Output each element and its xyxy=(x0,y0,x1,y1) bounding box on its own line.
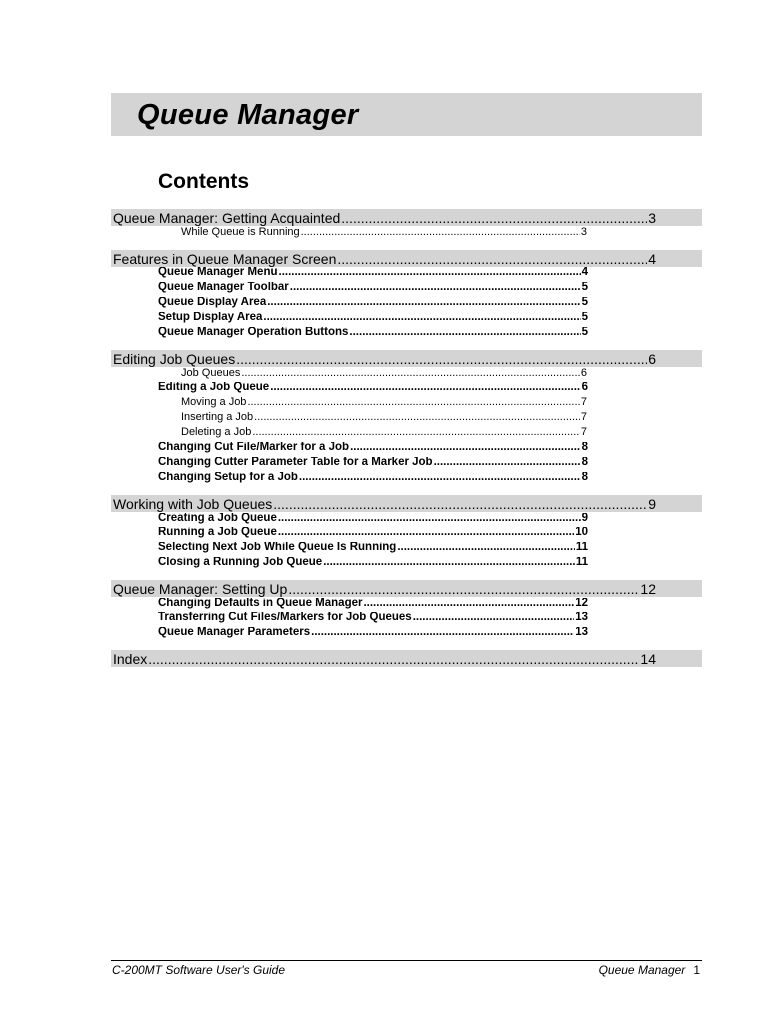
toc-dot-leader xyxy=(241,368,580,379)
toc-entry-label: Creating a Job Queue xyxy=(158,513,277,524)
toc-entry-page: 7 xyxy=(580,412,587,423)
toc-section-row[interactable] xyxy=(111,650,702,667)
toc-dot-leader xyxy=(270,382,580,394)
toc-entry-label: Queue Manager Parameters xyxy=(158,627,311,638)
toc-entry-page: 4 xyxy=(648,251,656,267)
toc-topic-row[interactable] xyxy=(181,368,587,383)
footer-divider xyxy=(111,960,702,961)
toc-entry-page: 7 xyxy=(580,397,587,408)
title-band xyxy=(111,93,702,136)
toc-entry-label: Selecting Next Job While Queue Is Running xyxy=(158,542,397,553)
toc-subsection-row[interactable] xyxy=(158,513,588,528)
toc-entry-page: 8 xyxy=(581,457,588,468)
toc-entry-label: Queue Manager Operation Buttons xyxy=(158,327,349,338)
toc-dot-leader xyxy=(299,472,581,484)
toc-entry-label: Index xyxy=(113,651,148,667)
toc-topic-row[interactable] xyxy=(181,412,587,427)
toc-entry-label: Transferring Cut Files/Markers for Job Queues xyxy=(158,612,412,623)
toc-entry-label: While Queue is Running xyxy=(181,227,300,238)
toc-dot-leader xyxy=(247,397,579,408)
toc-entry-page: 5 xyxy=(581,297,588,308)
toc-dot-leader xyxy=(252,427,580,438)
toc-entry-page: 8 xyxy=(581,442,588,453)
toc-dot-leader xyxy=(236,352,647,366)
toc-topic-row[interactable] xyxy=(181,427,587,442)
toc-entry-page: 12 xyxy=(640,581,656,597)
toc-entry-page: 13 xyxy=(575,627,588,638)
toc-entry-label: Job Queues xyxy=(181,368,241,379)
toc-section-row[interactable] xyxy=(111,250,702,267)
toc-dot-leader xyxy=(273,497,647,511)
toc-dot-leader xyxy=(397,542,574,554)
footer-page-number: 1 xyxy=(693,963,700,977)
toc-entry-label: Changing Cut File/Marker for a Job xyxy=(158,442,350,453)
toc-subsection-row[interactable] xyxy=(158,627,588,642)
toc-subsection-row[interactable] xyxy=(158,297,588,312)
footer-section-title: Queue Manager xyxy=(598,963,686,977)
toc-section-row[interactable] xyxy=(111,350,702,367)
toc-entry-page: 10 xyxy=(575,527,588,538)
toc-dot-leader xyxy=(301,227,580,238)
toc-entry-page: 14 xyxy=(640,651,656,667)
toc-dot-leader xyxy=(311,627,574,639)
toc-entry-page: 9 xyxy=(648,496,656,512)
toc-entry-label: Closing a Running Job Queue xyxy=(158,557,323,568)
page-title: Queue Manager xyxy=(137,99,359,131)
toc-subsection-row[interactable] xyxy=(158,527,588,542)
toc-subsection-row[interactable] xyxy=(158,457,588,472)
toc-dot-leader xyxy=(278,513,581,525)
toc-subsection-row[interactable] xyxy=(158,612,588,627)
toc-dot-leader xyxy=(263,312,580,324)
toc-entry-page: 5 xyxy=(581,282,588,293)
toc-dot-leader xyxy=(349,327,580,339)
toc-section-row[interactable] xyxy=(111,580,702,597)
toc-subsection-row[interactable] xyxy=(158,542,588,557)
toc-topic-row[interactable] xyxy=(181,227,587,242)
toc-entry-page: 4 xyxy=(581,267,588,278)
toc-entry-page: 3 xyxy=(580,227,587,238)
toc-section-row[interactable] xyxy=(111,209,702,226)
toc-subsection-row[interactable] xyxy=(158,327,588,342)
toc-entry-page: 12 xyxy=(575,598,588,609)
toc-entry-page: 13 xyxy=(575,612,588,623)
toc-dot-leader xyxy=(350,442,581,454)
toc-entry-page: 6 xyxy=(580,368,587,379)
toc-dot-leader xyxy=(434,457,581,469)
toc-entry-page: 7 xyxy=(580,427,587,438)
toc-entry-page: 11 xyxy=(575,557,588,568)
toc-entry-label: Queue Display Area xyxy=(158,297,267,308)
toc-dot-leader xyxy=(279,267,581,279)
toc-entry-label: Queue Manager Toolbar xyxy=(158,282,289,293)
toc-subsection-row[interactable] xyxy=(158,267,588,282)
toc-dot-leader xyxy=(363,598,574,610)
toc-entry-page: 11 xyxy=(575,542,588,553)
toc-subsection-row[interactable] xyxy=(158,282,588,297)
toc-subsection-row[interactable] xyxy=(158,557,588,572)
toc-entry-page: 5 xyxy=(581,312,588,323)
toc-subsection-row[interactable] xyxy=(158,598,588,613)
toc-entry-label: Editing Job Queues xyxy=(113,351,236,367)
toc-entry-page: 9 xyxy=(581,513,588,524)
toc-dot-leader xyxy=(254,412,580,423)
toc-entry-page: 3 xyxy=(648,210,656,226)
toc-entry-label: Queue Manager: Setting Up xyxy=(113,581,288,597)
toc-entry-label: Deleting a Job xyxy=(181,427,252,438)
toc-entry-label: Queue Manager: Getting Acquainted xyxy=(113,210,341,226)
toc-entry-label: Setup Display Area xyxy=(158,312,263,323)
toc-subsection-row[interactable] xyxy=(158,382,588,397)
toc-entry-label: Queue Manager Menu xyxy=(158,267,278,278)
toc-dot-leader xyxy=(341,211,647,225)
toc-entry-page: 8 xyxy=(581,472,588,483)
toc-section-row[interactable] xyxy=(111,495,702,512)
toc-subsection-row[interactable] xyxy=(158,312,588,327)
toc-entry-label: Changing Defaults in Queue Manager xyxy=(158,598,363,609)
toc-dot-leader xyxy=(267,297,580,309)
toc-entry-label: Features in Queue Manager Screen xyxy=(113,251,337,267)
toc-dot-leader xyxy=(290,282,581,294)
toc-entry-page: 6 xyxy=(581,382,588,393)
toc-dot-leader xyxy=(337,252,647,266)
toc-entry-label: Working with Job Queues xyxy=(113,496,273,512)
toc-entry-label: Changing Cutter Parameter Table for a Marker Job xyxy=(158,457,433,468)
toc-dot-leader xyxy=(323,557,575,569)
toc-dot-leader xyxy=(413,612,574,624)
toc-entry-page: 6 xyxy=(648,351,656,367)
toc-entry-label: Editing a Job Queue xyxy=(158,382,270,393)
toc-dot-leader xyxy=(288,582,639,596)
toc-dot-leader xyxy=(148,652,639,666)
toc-topic-row[interactable] xyxy=(181,397,587,412)
footer-section xyxy=(599,963,700,977)
toc-entry-label: Moving a Job xyxy=(181,397,247,408)
toc-entry-label: Running a Job Queue xyxy=(158,527,277,538)
contents-heading: Contents xyxy=(158,170,249,193)
toc-subsection-row[interactable] xyxy=(158,442,588,457)
toc-dot-leader xyxy=(278,527,574,539)
toc-entry-label: Changing Setup for a Job xyxy=(158,472,298,483)
toc-entry-page: 5 xyxy=(581,327,588,338)
footer-guide-title: C-200MT Software User's Guide xyxy=(112,963,286,977)
toc-entry-label: Inserting a Job xyxy=(181,412,254,423)
toc-subsection-row[interactable] xyxy=(158,472,588,487)
